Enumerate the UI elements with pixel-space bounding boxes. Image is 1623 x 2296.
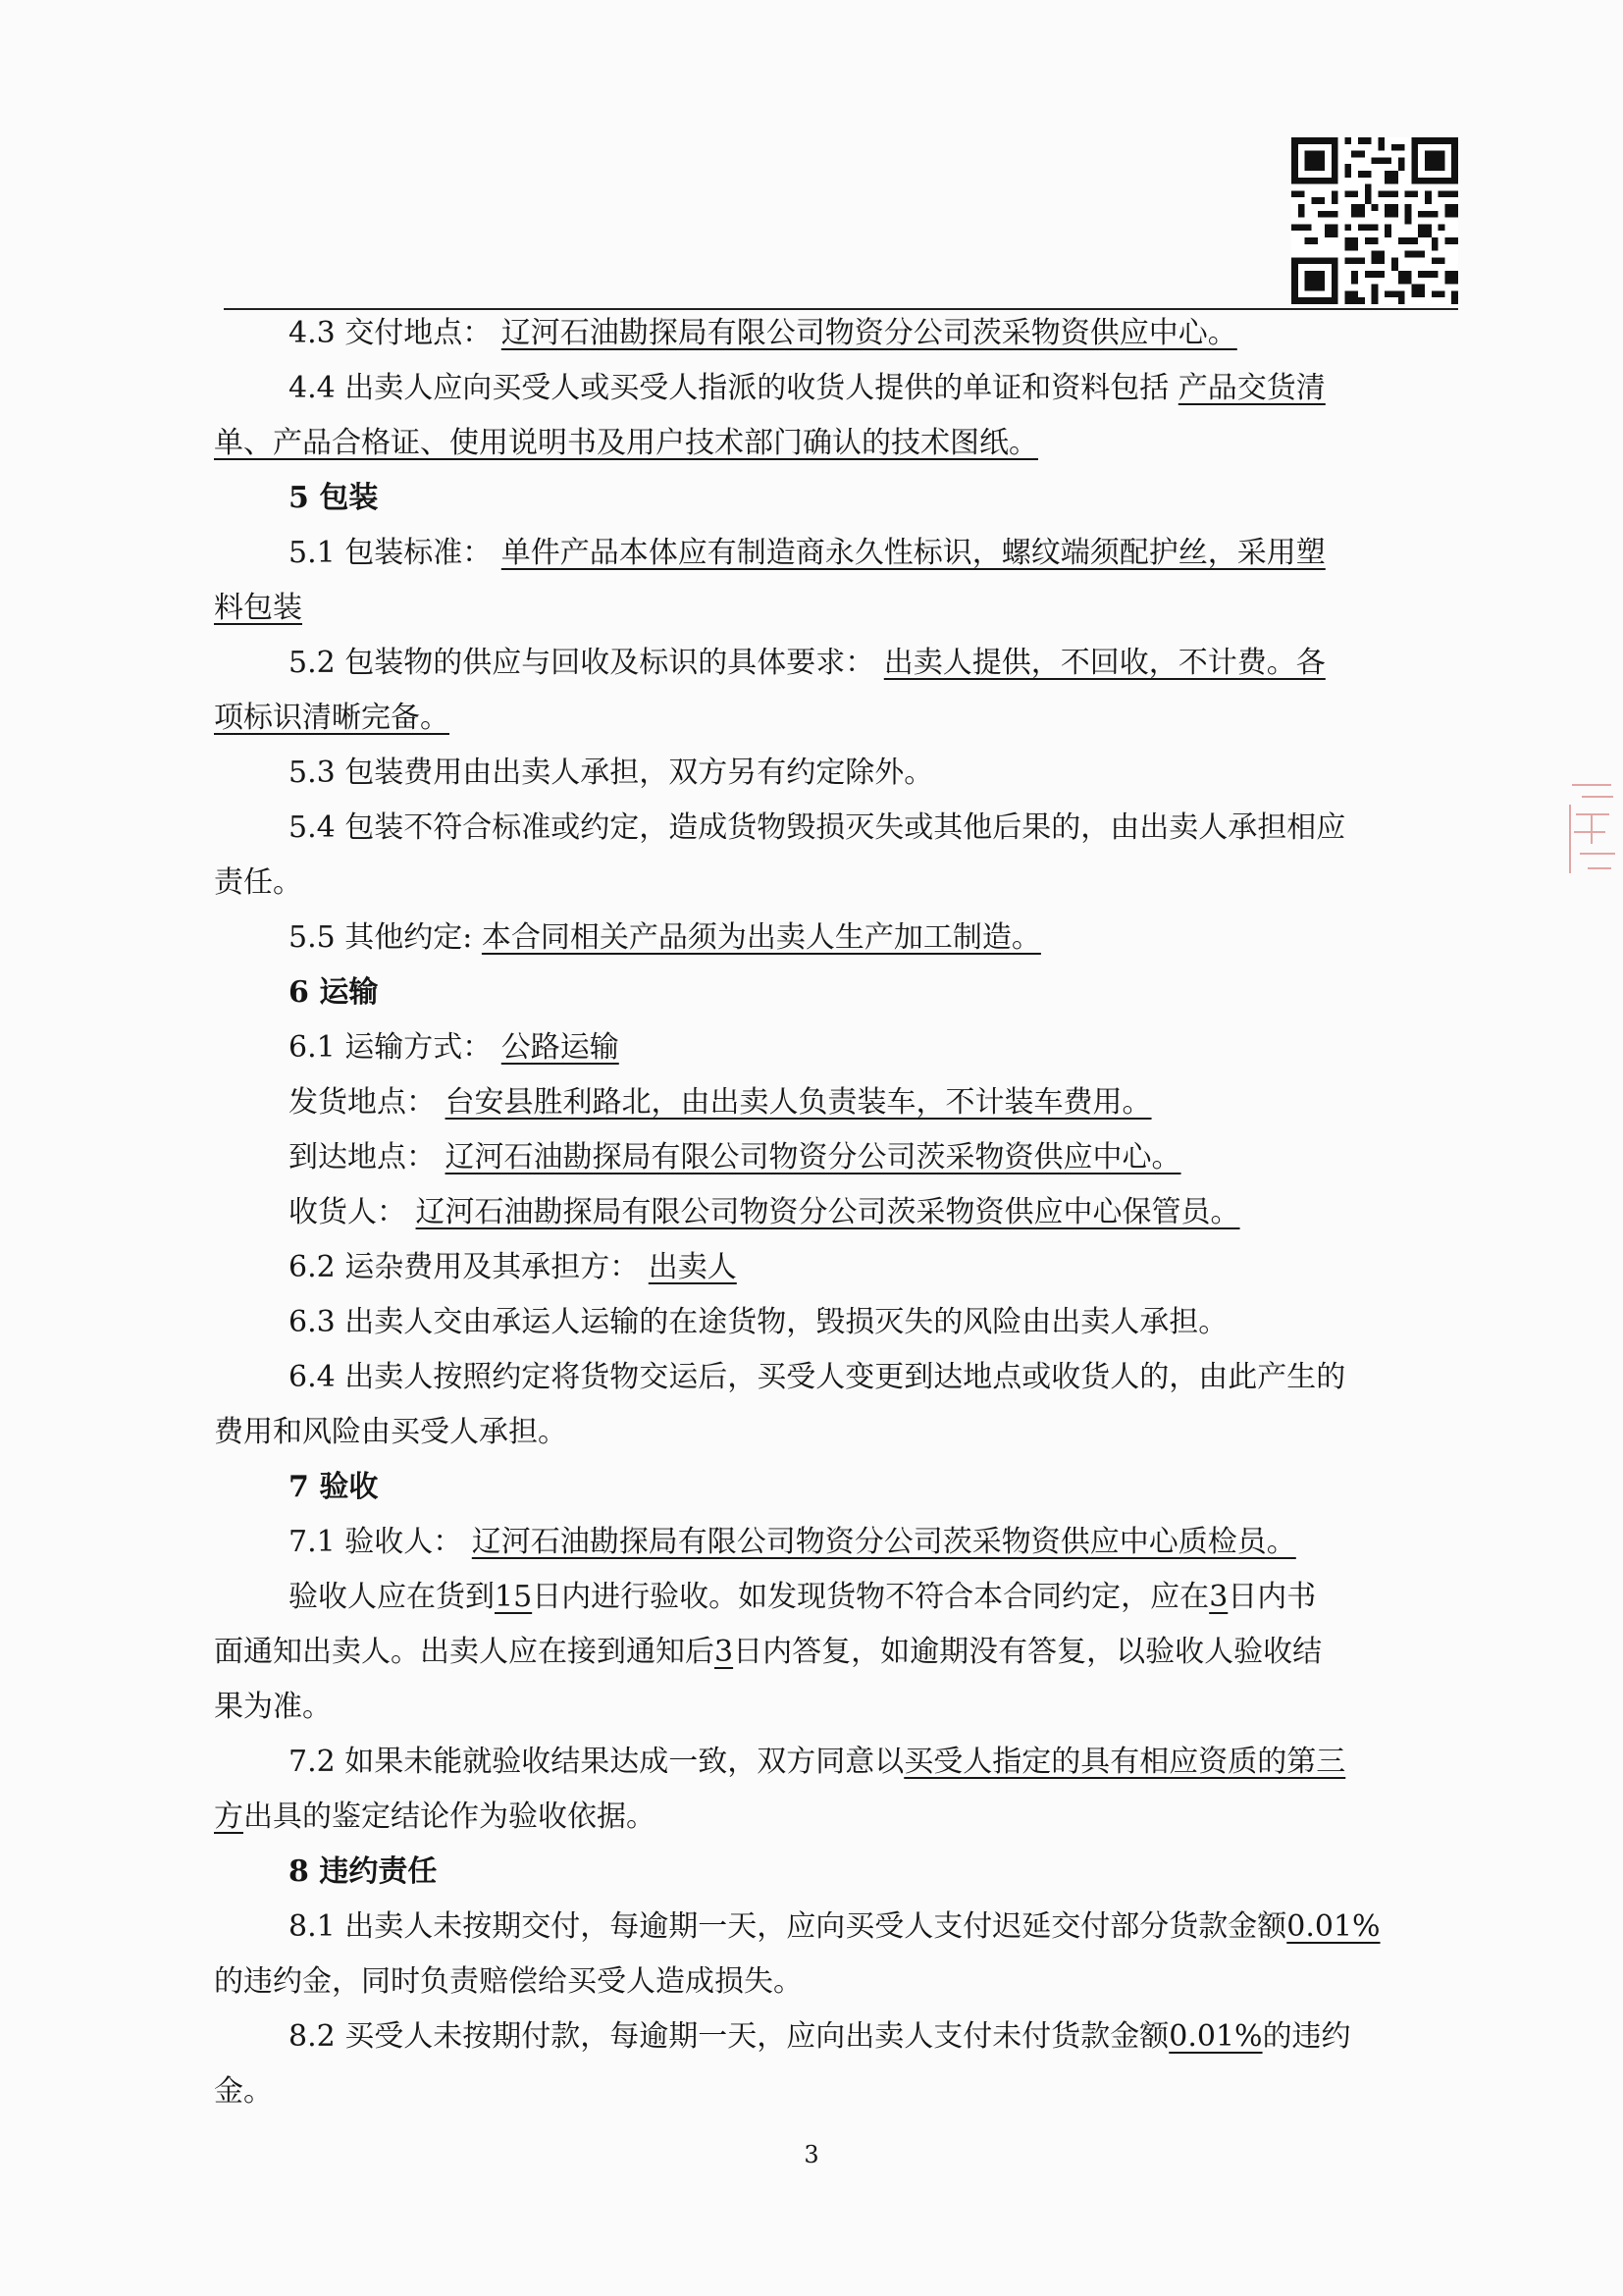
inspector-value: 辽河石油勘探局有限公司物资分公司茨采物资供应中心质检员。	[471, 1525, 1296, 1559]
section-7-heading: 7 验收	[288, 1470, 379, 1504]
clause-5-2-cont	[214, 701, 449, 736]
acceptance-para-2	[214, 1635, 1322, 1670]
section-8-heading: 8 违约责任	[288, 1854, 438, 1889]
acceptance-text-5: 日内答复，如逾期没有答复，以验收人验收结	[733, 1635, 1323, 1669]
clause-4-3	[288, 316, 1237, 351]
clause-6-2-label: 6.2 运杂费用及其承担方：	[288, 1250, 640, 1284]
clause-7-1-label: 7.1 验收人：	[288, 1525, 463, 1559]
clause-8-2	[288, 2019, 1351, 2055]
clause-5-2	[288, 646, 1326, 681]
arrival-label: 到达地点：	[288, 1140, 436, 1174]
acceptance-days-1: 15	[495, 1580, 533, 1614]
acceptance-text-2: 日内进行验收。如发现货物不符合本合同约定，应在	[532, 1580, 1210, 1614]
clause-8-1-text-1: 8.1 出卖人未按期交付，每逾期一天，应向买受人支付迟延交付部分货款金额	[288, 1909, 1287, 1944]
acceptance-para-1	[288, 1580, 1316, 1615]
acceptance-days-2: 3	[1209, 1580, 1229, 1614]
freight-bearer-value: 出卖人	[648, 1250, 737, 1284]
clause-5-3: 5.3 包装费用由出卖人承担，双方另有约定除外。	[288, 756, 934, 790]
clause-5-2-label: 5.2 包装物的供应与回收及标识的具体要求：	[288, 646, 875, 680]
clause-5-1	[288, 536, 1326, 571]
appraisal-party-value-2: 方	[214, 1800, 243, 1834]
clause-5-4: 5.4 包装不符合标准或约定，造成货物毁损灭失或其他后果的，由出卖人承担相应	[288, 810, 1346, 845]
clause-7-2	[288, 1745, 1345, 1780]
ship-from	[288, 1085, 1152, 1121]
clause-8-2-text-1: 8.2 买受人未按期付款，每逾期一天，应向出卖人支付未付货款金额	[288, 2019, 1170, 2054]
acceptance-days-3: 3	[714, 1635, 734, 1669]
clause-7-2-text-1: 7.2 如果未能就验收结果达成一致，双方同意以	[288, 1745, 905, 1779]
documents-value-2: 单、产品合格证、使用说明书及用户技术部门确认的技术图纸。	[214, 426, 1038, 460]
clause-8-2-cont: 金。	[214, 2074, 273, 2109]
clause-6-3: 6.3 出卖人交由承运人运输的在途货物，毁损灭失的风险由出卖人承担。	[288, 1305, 1229, 1339]
clause-4-3-label: 4.3 交付地点：	[288, 316, 493, 350]
clause-5-5-label: 5.5 其他约定:	[288, 920, 473, 955]
arrival-location	[288, 1140, 1181, 1175]
packaging-standard-value-1: 单件产品本体应有制造商永久性标识，螺纹端须配护丝，采用塑	[500, 536, 1326, 570]
late-payment-rate: 0.01%	[1169, 2019, 1263, 2054]
consignee	[288, 1195, 1240, 1230]
acceptance-text-4: 面通知出卖人。出卖人应在接到通知后	[214, 1635, 714, 1669]
delivery-location-value: 辽河石油勘探局有限公司物资分公司茨采物资供应中心。	[500, 316, 1237, 350]
page-number: 3	[804, 2141, 819, 2168]
clause-4-4	[288, 371, 1326, 406]
acceptance-text-1: 验收人应在货到	[288, 1580, 495, 1614]
seal-stamp-fragment	[1562, 775, 1617, 883]
clause-8-1	[288, 1909, 1381, 1945]
clause-6-2	[288, 1250, 737, 1285]
clause-4-4-label: 4.4 出卖人应向买受人或买受人指派的收货人提供的单证和资料包括	[288, 371, 1170, 405]
appraisal-party-value-1: 买受人指定的具有相应资质的第三	[904, 1745, 1346, 1779]
section-6-heading: 6 运输	[288, 975, 379, 1010]
clause-7-2-text-2: 出具的鉴定结论作为验收依据。	[243, 1800, 655, 1834]
clause-5-4-cont: 责任。	[214, 865, 302, 900]
qr-code	[1291, 137, 1458, 304]
clause-5-1-cont	[214, 591, 302, 626]
packaging-standard-value-2: 料包装	[214, 591, 302, 625]
clause-8-2-text-2: 的违约	[1262, 2019, 1351, 2054]
clause-6-4-cont: 费用和风险由买受人承担。	[214, 1415, 567, 1449]
clause-6-4: 6.4 出卖人按照约定将货物交运后，买受人变更到达地点或收货人的，由此产生的	[288, 1360, 1346, 1394]
clause-5-1-label: 5.1 包装标准：	[288, 536, 493, 570]
consignee-value: 辽河石油勘探局有限公司物资分公司茨采物资供应中心保管员。	[415, 1195, 1240, 1229]
late-delivery-rate: 0.01%	[1286, 1909, 1381, 1944]
ship-from-value: 台安县胜利路北，由出卖人负责装车，不计装车费用。	[445, 1085, 1152, 1120]
clause-6-1	[288, 1030, 619, 1066]
consignee-label: 收货人：	[288, 1195, 406, 1229]
arrival-value: 辽河石油勘探局有限公司物资分公司茨采物资供应中心。	[445, 1140, 1181, 1174]
header-rule	[224, 308, 1458, 310]
other-agreement-value: 本合同相关产品须为出卖人生产加工制造。	[481, 920, 1041, 955]
clause-5-5	[288, 920, 1041, 956]
transport-mode-value: 公路运输	[500, 1030, 619, 1065]
clause-7-1	[288, 1525, 1296, 1560]
ship-from-label: 发货地点：	[288, 1085, 436, 1120]
clause-4-4-cont	[214, 426, 1038, 461]
packaging-supply-value-1: 出卖人提供，不回收，不计费。各	[883, 646, 1326, 680]
documents-value-1: 产品交货清	[1178, 371, 1326, 405]
section-5-heading: 5 包装	[288, 481, 379, 515]
clause-8-1-cont: 的违约金，同时负责赔偿给买受人造成损失。	[214, 1964, 803, 1999]
clause-6-1-label: 6.1 运输方式：	[288, 1030, 493, 1065]
acceptance-text-3: 日内书	[1228, 1580, 1317, 1614]
packaging-supply-value-2: 项标识清晰完备。	[214, 701, 449, 735]
acceptance-para-3: 果为准。	[214, 1690, 332, 1724]
clause-7-2-cont	[214, 1800, 655, 1835]
